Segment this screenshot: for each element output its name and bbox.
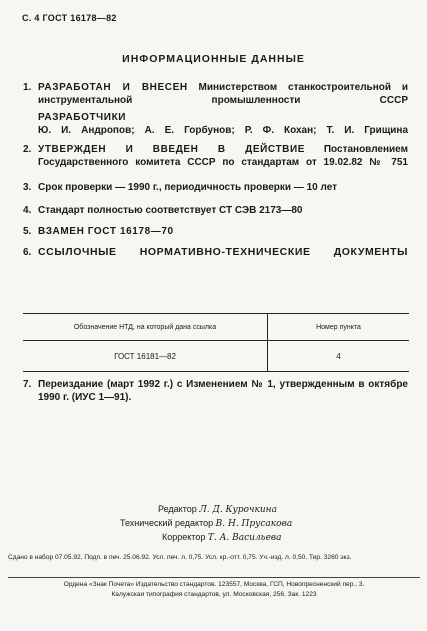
item-2 bbox=[23, 143, 408, 169]
imprint-line-2: Ордена «Знак Почета» Издательство стандартов. 123557, Москва, ГСП, Новопресненский пер., 3. bbox=[63, 581, 365, 588]
table-cell-clause: 4 bbox=[336, 351, 341, 361]
table-cell-document: ГОСТ 16181—82 bbox=[23, 341, 268, 372]
imprint-line-3: Калужская типография стандартов, ул. Московская, 256. Зак. 1223 bbox=[111, 590, 317, 598]
item-text: Срок проверки — 1990 г., периодичность проверки — 10 лет bbox=[38, 182, 338, 193]
item-number: 5. bbox=[23, 226, 32, 237]
corrector-name: Т. А. Васильева bbox=[207, 533, 282, 543]
item-developers bbox=[38, 111, 408, 137]
item-number: 3. bbox=[23, 182, 32, 193]
item-text: Ю. И. Андропов; А. Е. Горбунов; Р. Ф. Кохан; Т. И. Грищина bbox=[38, 125, 408, 136]
divider bbox=[8, 577, 420, 578]
reference-table bbox=[23, 313, 409, 372]
item-heading: РАЗРАБОТАН И ВНЕСЕН bbox=[38, 82, 188, 93]
item-heading: ССЫЛОЧНЫЕ НОРМАТИВНО-ТЕХНИЧЕСКИЕ ДОКУМЕНТЫ bbox=[38, 246, 408, 258]
item-heading: РАЗРАБОТЧИКИ bbox=[38, 112, 127, 123]
column-header-document: Обозначение НТД, на который дана ссылка bbox=[23, 314, 268, 341]
column-header-clause: Номер пункта bbox=[316, 323, 361, 331]
item-6 bbox=[23, 246, 408, 259]
item-text: Стандарт полностью соответствует СТ СЭВ 2173—80 bbox=[38, 205, 303, 216]
table-header-row bbox=[23, 314, 409, 341]
item-text: Переиздание (март 1992 г.) с Изменением № 1, утвержденным в октябре 1990 г. (ИУС 1—91). bbox=[38, 379, 408, 403]
item-number: 6. bbox=[23, 247, 32, 258]
editor-line bbox=[158, 503, 277, 517]
item-5 bbox=[23, 225, 408, 238]
editor-label: Редактор bbox=[158, 504, 197, 514]
corrector-line bbox=[162, 531, 282, 545]
item-number: 4. bbox=[23, 205, 32, 216]
section-title: ИНФОРМАЦИОННЫЕ ДАННЫЕ bbox=[122, 53, 305, 65]
item-text: Постановлением Государственного комитета СССР по стандартам от 19.02.82 № 751 bbox=[38, 144, 408, 168]
item-number: 2. bbox=[23, 144, 32, 155]
editor-name: Л. Д. Курочкина bbox=[199, 505, 277, 515]
tech-editor-label: Технический редактор bbox=[120, 518, 214, 528]
item-text: Министерством станкостроительной и инструментальной промышленности СССР bbox=[38, 82, 408, 106]
tech-editor-name: В. Н. Прусакова bbox=[215, 519, 293, 529]
imprint-publisher bbox=[8, 580, 420, 599]
item-heading: ВЗАМЕН ГОСТ 16178—70 bbox=[38, 226, 174, 237]
item-4 bbox=[23, 204, 408, 217]
item-number: 7. bbox=[23, 379, 32, 390]
tech-editor-line bbox=[120, 517, 292, 531]
table-row bbox=[23, 341, 409, 372]
item-number: 1. bbox=[23, 82, 32, 93]
imprint bbox=[8, 553, 420, 563]
item-heading: УТВЕРЖДЕН И ВВЕДЕН В ДЕЙСТВИЕ bbox=[38, 144, 306, 155]
item-3 bbox=[23, 181, 408, 194]
page-header: С. 4 ГОСТ 16178—82 bbox=[22, 13, 117, 23]
corrector-label: Корректор bbox=[162, 532, 206, 542]
item-7 bbox=[23, 378, 408, 404]
imprint-line-1: Сдано в набор 07.05.92. Подп. в печ. 25.06.92. Усл. печ. л. 0,75. Усл. кр.-отт. 0,75. Уч.-изд. л. 0,50. Тир. 3260 экз. bbox=[8, 554, 352, 561]
item-1 bbox=[23, 81, 408, 107]
